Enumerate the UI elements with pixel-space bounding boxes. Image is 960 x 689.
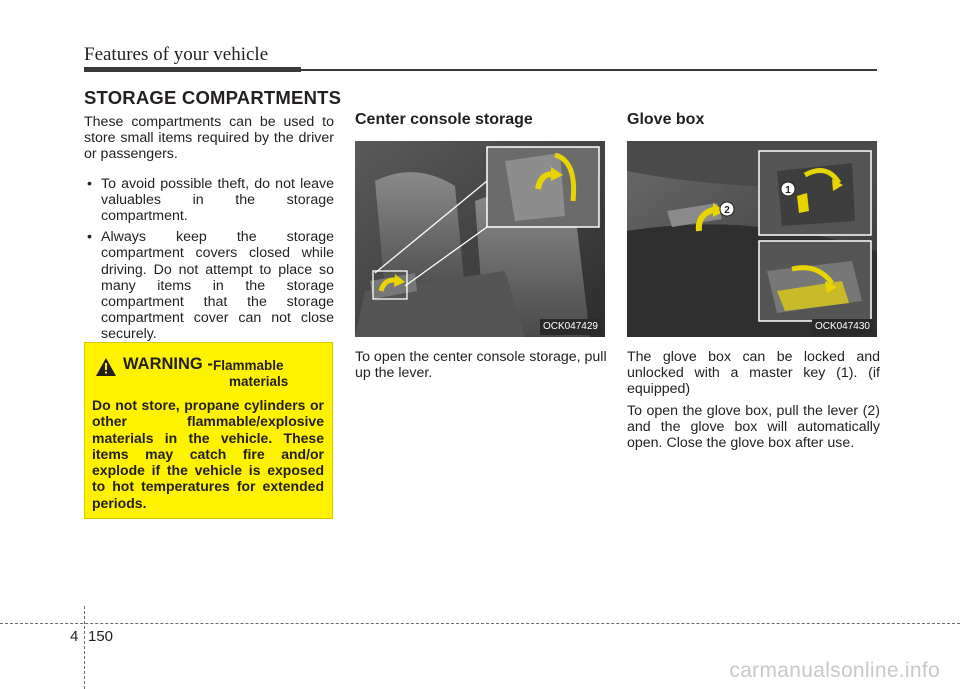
glove-box-illustration	[627, 141, 877, 337]
section-title: STORAGE COMPARTMENTS	[84, 87, 342, 108]
intro-bullet-list	[84, 176, 334, 343]
footer-vertical-rule	[84, 606, 85, 689]
header-rule-thick	[84, 67, 301, 72]
center-console-text: To open the center console storage, pull up the lever.	[355, 349, 607, 382]
warning-body: Do not store, propane cylinders or other flammable/explosive materials in the vehicle. These items may catch fire and/or explode if the vehicle is exposed to hot temperatures for extended periods.	[92, 397, 324, 511]
watermark: carmanualsonline.info	[729, 659, 940, 682]
glove-box-text-2: To open the glove box, pull the lever (2) and the glove box will automatically open. Close the glove box after use.	[627, 402, 880, 452]
figure-code: OCK047430	[812, 319, 873, 335]
bullet-item-covers: • Always keep the storage compartment covers closed while driving. Do not attempt to place so many items in the storage compartment that the storage compartment cover can not close securely.	[84, 229, 334, 342]
page-number: 150	[88, 628, 114, 645]
center-console-heading: Center console storage	[355, 111, 533, 128]
glove-box-column	[627, 112, 880, 451]
warning-label: WARNING -	[123, 355, 213, 373]
glove-box-drawing	[627, 141, 877, 337]
page-chapter: 4	[70, 628, 79, 645]
glove-box-text-1: The glove box can be locked and unlocked with a master key (1). (if equipped)	[627, 349, 880, 398]
intro-column	[84, 114, 334, 348]
figure-code: OCK047429	[540, 319, 601, 335]
center-console-column	[355, 112, 607, 381]
page-header-title: Features of your vehicle	[84, 44, 269, 65]
center-console-drawing	[355, 141, 605, 337]
bullet-item-theft: • To avoid possible theft, do not leave valuables in the storage compartment.	[84, 176, 334, 225]
intro-paragraph: These compartments can be used to store small items required by the driver or passengers.	[84, 114, 334, 163]
warning-header	[92, 355, 324, 391]
warning-subtitle-line2: materials	[229, 374, 289, 389]
glove-box-heading: Glove box	[627, 111, 705, 128]
callout-1: 1	[785, 185, 791, 196]
warning-subtitle-line1: Flammable	[213, 358, 284, 373]
center-console-illustration	[355, 141, 605, 337]
footer-rule	[0, 623, 960, 624]
callout-2: 2	[724, 205, 730, 216]
header-rule-thin	[301, 69, 877, 71]
warning-box	[84, 342, 333, 519]
warning-triangle-icon	[96, 358, 116, 376]
